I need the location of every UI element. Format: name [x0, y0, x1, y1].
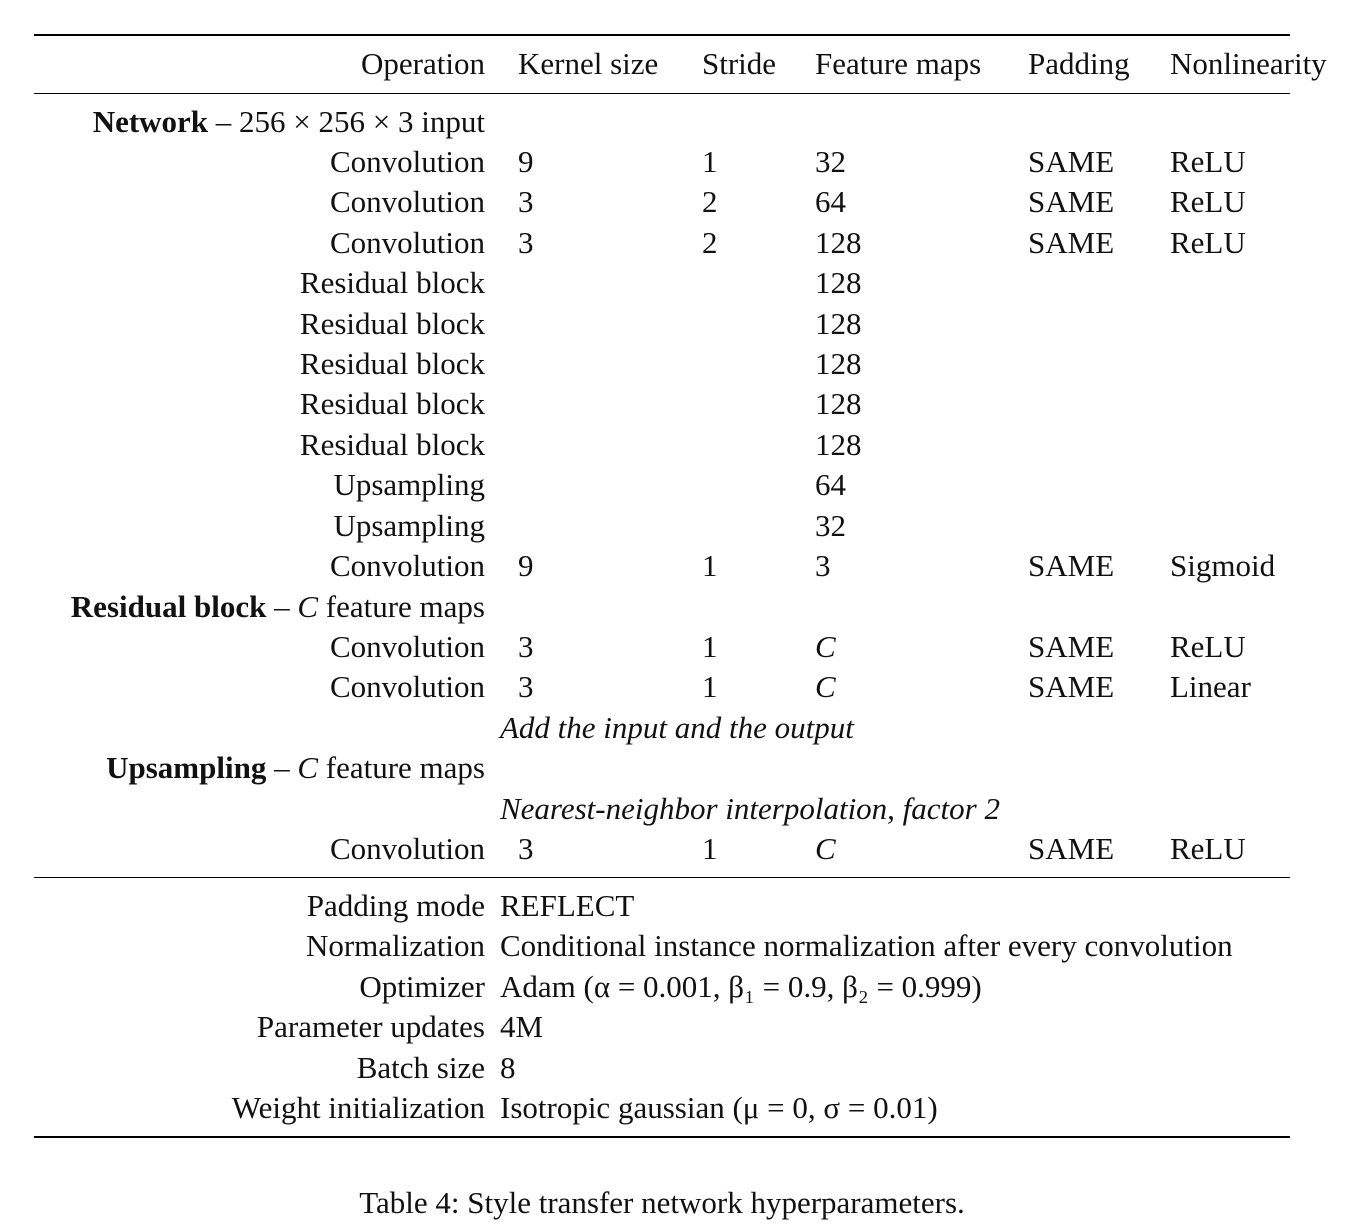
- setting-label: Optimizer: [359, 968, 485, 1004]
- cell-feature-maps: 128: [815, 346, 862, 381]
- section-residual-heading: Residual block – C feature maps: [70, 589, 485, 624]
- table-caption: Table 4: Style transfer network hyperparameters.: [359, 1185, 965, 1220]
- cell-feature-maps: 64: [815, 184, 846, 220]
- upsampling-note: Nearest-neighbor interpolation, factor 2: [500, 791, 1000, 826]
- cell-operation: Residual block: [299, 346, 485, 381]
- cell-feature-maps: C: [815, 669, 836, 705]
- cell-feature-maps: 32: [815, 507, 846, 543]
- cell-kernel-size: 3: [518, 831, 534, 866]
- cell-stride: 1: [702, 831, 718, 866]
- residual-note: Add the input and the output: [500, 710, 854, 745]
- setting-label: Weight initialization: [231, 1090, 485, 1125]
- section-title: Network: [92, 104, 209, 139]
- setting-label: Normalization: [305, 928, 485, 964]
- cell-padding: SAME: [1028, 184, 1115, 220]
- cell-operation: Upsampling: [333, 507, 485, 543]
- cell-stride: 1: [702, 629, 718, 664]
- cell-operation: Residual block: [299, 305, 485, 341]
- setting-value: 4M: [500, 1009, 544, 1045]
- cell-operation: Residual block: [299, 386, 485, 422]
- section-variable-c: C: [297, 750, 319, 785]
- cell-stride: 1: [702, 548, 718, 583]
- cell-operation: Convolution: [329, 669, 485, 705]
- bottom-rule: [34, 1136, 1290, 1138]
- cell-feature-maps: 32: [815, 144, 846, 179]
- cell-feature-maps: 64: [815, 467, 846, 503]
- header-nonlinearity: Nonlinearity: [1170, 46, 1327, 81]
- cell-padding: SAME: [1028, 669, 1115, 705]
- setting-value: REFLECT: [500, 888, 635, 923]
- cell-nonlinearity: ReLU: [1170, 831, 1246, 866]
- cell-stride: 2: [702, 184, 718, 220]
- cell-feature-maps: 128: [815, 386, 862, 422]
- cell-feature-maps: 3: [815, 548, 831, 583]
- section-upsampling-heading: Upsampling – C feature maps: [106, 750, 485, 785]
- cell-operation: Convolution: [329, 629, 485, 664]
- cell-padding: SAME: [1028, 224, 1115, 260]
- mid-rule: [34, 877, 1290, 878]
- cell-kernel-size: 3: [518, 629, 534, 664]
- section-network-heading: [34, 104, 485, 140]
- cell-nonlinearity: ReLU: [1170, 144, 1246, 179]
- cell-padding: SAME: [1028, 548, 1115, 583]
- cell-padding: SAME: [1028, 629, 1115, 664]
- cell-operation: Convolution: [329, 184, 485, 220]
- cell-padding: SAME: [1028, 144, 1115, 179]
- setting-value: Adam (α = 0.001, β₁ = 0.9, β₂ = 0.999): [500, 968, 982, 1004]
- setting-label: Padding mode: [306, 888, 485, 923]
- cell-nonlinearity: Sigmoid: [1170, 548, 1276, 583]
- section-subtitle: – 256 × 256 × 3 input: [208, 104, 485, 139]
- cell-stride: 2: [702, 224, 718, 260]
- setting-value: 8: [500, 1049, 516, 1085]
- section-title: Upsampling: [106, 750, 267, 785]
- cell-kernel-size: 9: [518, 548, 534, 583]
- cell-operation: Convolution: [329, 144, 485, 179]
- section-title: Residual block: [70, 589, 267, 624]
- cell-nonlinearity: Linear: [1170, 669, 1251, 705]
- cell-stride: 1: [702, 669, 718, 705]
- setting-label: Batch size: [356, 1049, 485, 1085]
- cell-operation: Convolution: [329, 831, 485, 866]
- header-rule: [34, 93, 1290, 94]
- cell-feature-maps: 128: [815, 305, 862, 341]
- cell-feature-maps: C: [815, 831, 836, 866]
- setting-value: Conditional instance normalization after every convolution: [500, 928, 1233, 964]
- cell-kernel-size: 3: [518, 669, 534, 705]
- cell-feature-maps: 128: [815, 265, 862, 301]
- cell-feature-maps: 128: [815, 224, 862, 260]
- cell-padding: SAME: [1028, 831, 1115, 866]
- cell-kernel-size: 3: [518, 224, 534, 260]
- section-variable-c: C: [297, 589, 319, 624]
- setting-label: Parameter updates: [256, 1009, 485, 1045]
- cell-operation: Upsampling: [333, 467, 485, 503]
- section-subtitle: feature maps: [318, 589, 485, 624]
- cell-operation: Residual block: [299, 265, 485, 301]
- header-operation: Operation: [361, 46, 485, 81]
- cell-feature-maps: C: [815, 629, 836, 664]
- cell-nonlinearity: ReLU: [1170, 629, 1246, 664]
- cell-kernel-size: 3: [518, 184, 534, 220]
- header-padding: Padding: [1028, 46, 1130, 81]
- cell-nonlinearity: ReLU: [1170, 184, 1246, 220]
- cell-nonlinearity: ReLU: [1170, 224, 1246, 260]
- cell-kernel-size: 9: [518, 144, 534, 179]
- top-rule: [34, 34, 1290, 36]
- cell-operation: Convolution: [329, 224, 485, 260]
- cell-operation: Residual block: [299, 426, 485, 462]
- cell-feature-maps: 128: [815, 426, 862, 462]
- cell-stride: 1: [702, 144, 718, 179]
- setting-value: Isotropic gaussian (μ = 0, σ = 0.01): [500, 1090, 938, 1125]
- header-stride: Stride: [702, 46, 777, 81]
- cell-operation: Convolution: [329, 548, 485, 583]
- header-kernel-size: Kernel size: [518, 46, 659, 81]
- section-subtitle: feature maps: [318, 750, 485, 785]
- header-feature-maps: Feature maps: [815, 46, 982, 81]
